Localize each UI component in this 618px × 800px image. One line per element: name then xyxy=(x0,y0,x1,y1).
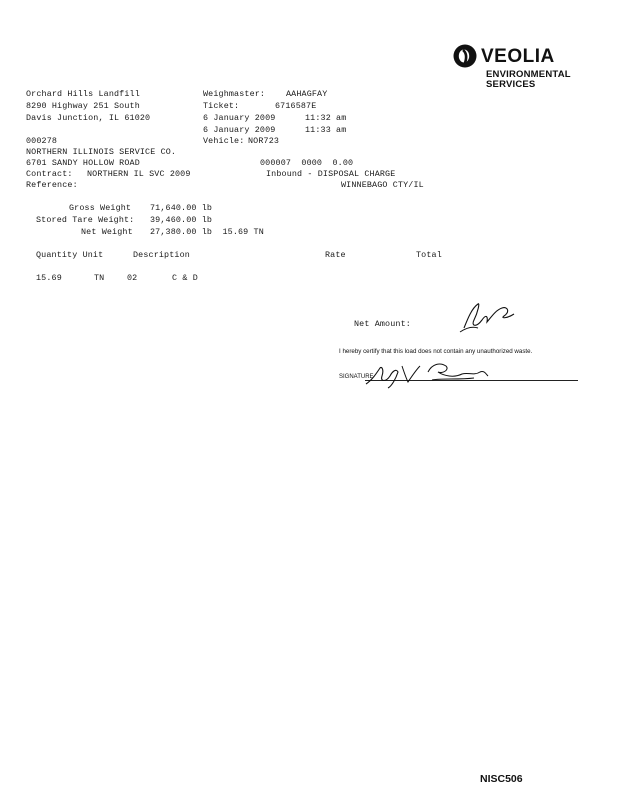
site-address: 8290 Highway 251 South xyxy=(26,101,140,111)
handwritten-signature xyxy=(362,358,492,390)
net-amount-label: Net Amount: xyxy=(354,319,411,329)
customer-address: 6701 SANDY HOLLOW ROAD xyxy=(26,158,140,168)
handwritten-initials xyxy=(458,298,522,336)
time-in: 11:32 am xyxy=(305,113,347,123)
ticket-number: 6716587E xyxy=(275,101,317,111)
site-city: Davis Junction, IL 61020 xyxy=(26,113,151,123)
tare-weight-value: 39,460.00 lb xyxy=(150,215,213,225)
header-rate: Rate xyxy=(325,250,346,260)
direction-text: Inbound - DISPOSAL CHARGE xyxy=(266,169,396,179)
brand-subtitle-line1: ENVIRONMENTAL xyxy=(486,69,571,80)
tare-weight-label: Stored Tare Weight: xyxy=(36,215,135,225)
vehicle-value: NOR723 xyxy=(248,136,280,146)
contract-label: Contract: xyxy=(26,169,73,179)
row-quantity: 15.69 xyxy=(36,273,62,283)
brand-name: VEOLIA xyxy=(481,46,555,67)
brand-subtitle-line2: SERVICES xyxy=(486,79,536,90)
weighmaster-value: AAHAGFAY xyxy=(286,89,328,99)
date-in: 6 January 2009 xyxy=(203,113,276,123)
customer-id: 000278 xyxy=(26,136,58,146)
certification-text: I hereby certify that this load does not contain any unauthorized waste. xyxy=(339,348,533,355)
origin-text: WINNEBAGO CTY/IL xyxy=(341,180,424,190)
header-description: Description xyxy=(133,250,190,260)
veolia-logo-icon xyxy=(452,43,478,69)
site-name: Orchard Hills Landfill xyxy=(26,89,140,99)
ticket-label: Ticket: xyxy=(203,101,240,111)
row-code: 02 xyxy=(127,273,138,283)
header-total: Total xyxy=(416,250,442,260)
row-description: C & D xyxy=(172,273,198,283)
document-code: NISC506 xyxy=(480,773,523,785)
header-quantity-unit: Quantity Unit xyxy=(36,250,104,260)
row-unit: TN xyxy=(94,273,105,283)
weighmaster-label: Weighmaster: xyxy=(203,89,266,99)
gross-weight-label: Gross Weight xyxy=(69,203,132,213)
time-out: 11:33 am xyxy=(305,125,347,135)
net-weight-label: Net Weight xyxy=(81,227,133,237)
signature-label: SIGNATURE xyxy=(339,374,374,380)
net-weight-value: 27,380.00 lb 15.69 TN xyxy=(150,227,264,237)
customer-name: NORTHERN ILLINOIS SERVICE CO. xyxy=(26,147,177,157)
vehicle-label: Vehicle: xyxy=(203,136,245,146)
date-out: 6 January 2009 xyxy=(203,125,276,135)
customer-account: 000007 0000 0.00 xyxy=(260,158,354,168)
gross-weight-value: 71,640.00 lb xyxy=(150,203,213,213)
contract-value: NORTHERN IL SVC 2009 xyxy=(87,169,191,179)
reference-label: Reference: xyxy=(26,180,78,190)
